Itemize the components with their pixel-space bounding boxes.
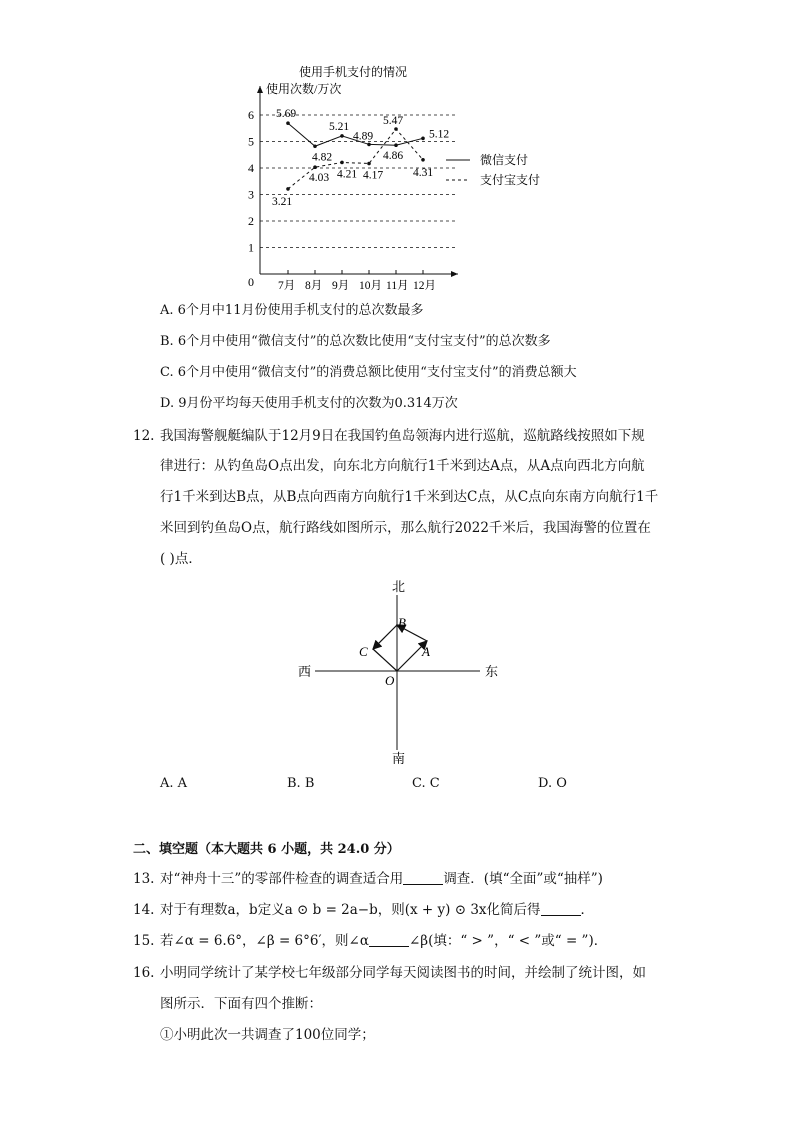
wechat-data-label: 4.82 [312, 151, 333, 164]
west-label: 西 [298, 664, 312, 679]
q16-number: 16. [133, 965, 155, 981]
wechat-data-label: 5.12 [429, 128, 450, 141]
q11-option-d: D. 9月份平均每天使用手机支付的次数为0.314万次 [160, 396, 458, 411]
wechat-point [367, 143, 371, 147]
y-tick-label: 6 [248, 108, 254, 122]
q11-option-b: B. 6个月中使用“微信支付”的总次数比使用“支付宝支付”的总次数多 [160, 334, 551, 349]
x-tick-label: 11月 [386, 280, 409, 292]
point-o-label: O [385, 673, 395, 688]
path-b-to-c [373, 625, 397, 649]
q14-text [160, 900, 594, 920]
wechat-point [313, 144, 317, 148]
alipay-data-label: 4.21 [337, 168, 358, 181]
q14-number: 14. [133, 902, 155, 918]
q13-text [160, 869, 603, 889]
alipay-point [394, 127, 398, 131]
alipay-point [313, 165, 317, 169]
south-label: 南 [392, 751, 406, 766]
q16-line2: 图所示．下面有四个推断： [160, 996, 322, 1012]
point-a-label: A [422, 644, 430, 659]
wechat-point [286, 121, 290, 125]
y-tick-label: 0 [248, 275, 254, 289]
alipay-data-label: 4.03 [309, 172, 330, 185]
q12-option-a: A. A [160, 776, 188, 791]
q12-option-c: C. C [412, 776, 440, 791]
y-tick-label: 3 [248, 187, 254, 202]
q15-post: ∠β(填：“ > ”，“ < ”或“ = ”)． [408, 933, 608, 949]
q11-option-a: A. 6个月中11月份使用手机支付的总次数最多 [160, 303, 424, 318]
alipay-data-label: 4.31 [413, 166, 434, 179]
alipay-point [367, 162, 371, 166]
q12-line1: 我国海警舰艇编队于12月9日在我国钓鱼岛领海内进行巡航，巡航路线按照如下规 [160, 428, 645, 444]
y-tick-label: 2 [248, 214, 254, 228]
q13-number: 13. [133, 871, 155, 887]
payment-line-chart [240, 58, 560, 294]
q14-post: ． [580, 902, 595, 918]
q13-post: 调查．(填“全面”或“抽样”) [443, 871, 603, 887]
alipay-point [340, 161, 344, 165]
alipay-data-label: 3.21 [272, 195, 293, 208]
q12-line4: 米回到钓鱼岛O点，航行路线如图所示，那么航行2022千米后，我国海警的位置在 [160, 520, 651, 536]
chart-ylabel: 使用次数/万次 [266, 82, 342, 96]
section-title: 二、填空题（本大题共 6 小题，共 24.0 分） [133, 842, 400, 857]
q11-option-c: C. 6个月中使用“微信支付”的消费总额比使用“支付宝支付”的消费总额大 [160, 365, 577, 380]
x-tick-label: 8月 [305, 280, 323, 292]
alipay-data-label: 5.47 [383, 115, 404, 128]
wechat-point [421, 137, 425, 141]
y-axis-arrow [257, 86, 263, 93]
x-tick-label: 9月 [332, 280, 350, 292]
wechat-data-label: 4.89 [353, 130, 374, 143]
alipay-point [421, 158, 425, 162]
q14-pre: 对于有理数a，b定义a ⊙ b = 2a−b，则(x + y) ⊙ 3x化简后得 [160, 902, 541, 918]
q12-option-d: D. O [538, 776, 567, 791]
alipay-point [286, 187, 290, 191]
y-tick-label: 4 [248, 161, 254, 175]
chart-title: 使用手机支付的情况 [299, 65, 408, 79]
x-tick-label: 7月 [278, 280, 296, 292]
q15-blank [369, 932, 409, 947]
q12-number: 12. [133, 428, 155, 444]
alipay-data-label: 4.17 [363, 169, 384, 182]
q16-line3: ①小明此次一共调查了100位同学； [160, 1027, 375, 1043]
point-c-label: C [359, 644, 368, 659]
y-tick-label: 5 [248, 134, 254, 149]
wechat-data-label: 5.21 [329, 120, 350, 133]
q13-pre: 对“神舟十三”的零部件检查的调查适合用 [160, 871, 404, 887]
wechat-point [394, 143, 398, 147]
q15-text [160, 931, 607, 951]
north-label: 北 [392, 579, 406, 594]
chart-legend [446, 152, 540, 187]
q12-line2: 律进行：从钓鱼岛O点出发，向东北方向航行1千米到达A点，从A点向西北方向航 [160, 458, 645, 474]
q15-number: 15. [133, 933, 155, 949]
q12-line3: 行1千米到达B点，从B点向西南方向航行1千米到达C点，从C点向东南方向航行1千 [160, 489, 659, 505]
wechat-data-label: 5.69 [276, 108, 297, 121]
x-tick-label: 12月 [413, 280, 436, 292]
point-b-label: B [398, 615, 406, 630]
legend-alipay-label: 支付宝支付 [480, 173, 541, 187]
legend-wechat-label: 微信支付 [480, 153, 529, 167]
q13-blank [403, 870, 443, 885]
q16-line1: 小明同学统计了某学校七年级部分同学每天阅读图书的时间，并绘制了统计图，如 [160, 965, 646, 981]
y-tick-label: 1 [248, 240, 254, 255]
path-c-to-o [373, 649, 397, 671]
q12-line5: ( )点． [160, 551, 202, 567]
q14-blank [541, 901, 581, 916]
route-diagram [290, 575, 510, 770]
q15-pre: 若∠α = 6.6°，∠β = 6°6′，则∠α [160, 933, 369, 949]
wechat-data-label: 4.86 [383, 150, 404, 163]
q12-option-b: B. B [287, 776, 315, 791]
x-tick-label: 10月 [359, 280, 382, 292]
east-label: 东 [485, 664, 499, 679]
wechat-point [340, 134, 344, 138]
x-axis-arrow [451, 271, 458, 277]
